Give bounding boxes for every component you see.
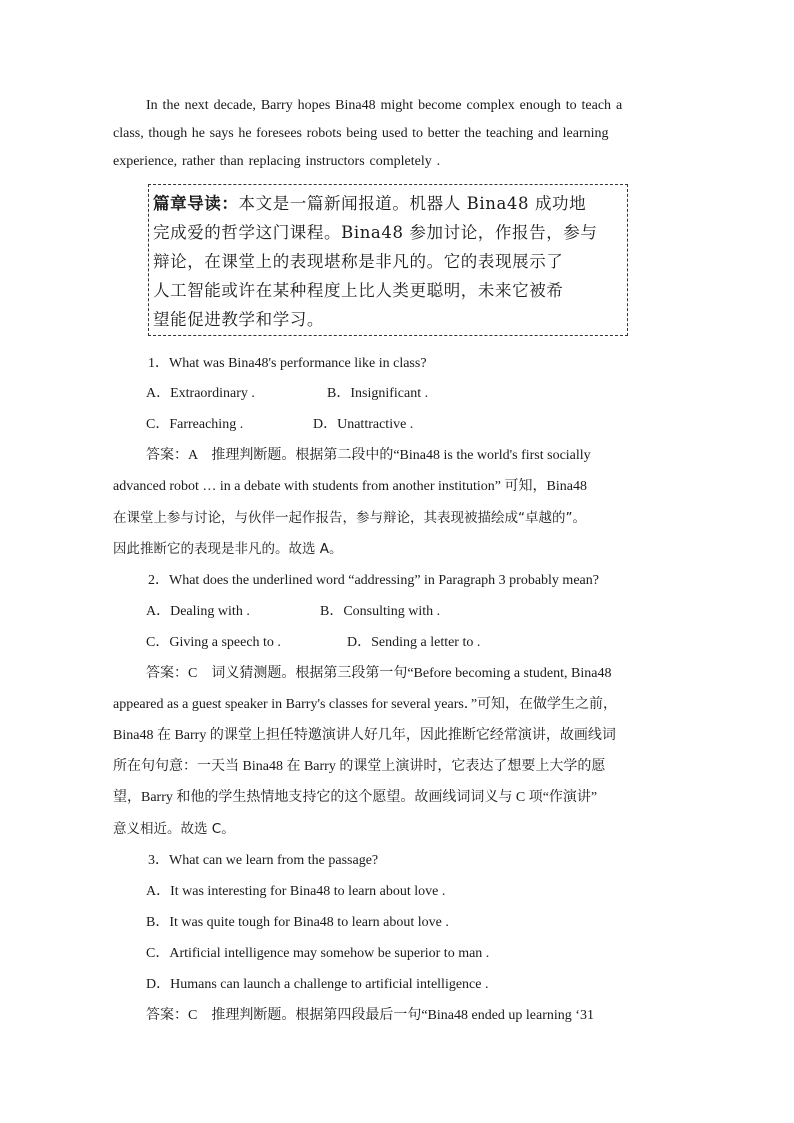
q2-option-d: D．Sending a letter to . bbox=[347, 635, 481, 650]
q2-answer-line-6: 意义相近。故选 C。 bbox=[113, 821, 235, 837]
intro-line-3: experience, rather than replacing instructors completely . bbox=[113, 154, 441, 169]
q1-option-b: B．Insignificant . bbox=[327, 386, 429, 401]
guide-label: 篇章导读： bbox=[153, 194, 239, 213]
q2-answer-line-3: Bina48 在 Barry 的课堂上担任特邀演讲人好几年，因此推断它经常演讲，故画线词 bbox=[113, 728, 616, 743]
question-3: 3．What can we learn from the passage? bbox=[148, 853, 379, 868]
q3-option-c: C．Artificial intelligence may somehow be superior to man . bbox=[146, 946, 490, 961]
guide-line-3: 辩论，在课堂上的表现堪称是非凡的。它的表现展示了 bbox=[153, 252, 564, 271]
q2-option-c: C．Giving a speech to . bbox=[146, 635, 281, 650]
guide-line-2: 完成爱的哲学这门课程。Bina48 参加讨论，作报告，参与 bbox=[153, 223, 598, 242]
q1-answer-line-2: advanced robot … in a debate with students from another institution” 可知，Bina48 bbox=[113, 479, 587, 494]
q3-option-d: D．Humans can launch a challenge to artificial intelligence . bbox=[146, 977, 489, 992]
question-2: 2．What does the underlined word “addressing” in Paragraph 3 probably mean? bbox=[148, 573, 599, 588]
q2-answer-line-1: 答案：C 词义猜测题。根据第三段第一句“Before becoming a student, Bina48 bbox=[146, 666, 612, 681]
q2-answer-line-4: 所在句句意：一天当 Bina48 在 Barry 的课堂上演讲时，它表达了想要上大学的愿 bbox=[113, 759, 606, 774]
q1-option-d: D．Unattractive . bbox=[313, 417, 414, 432]
question-1: 1．What was Bina48's performance like in class? bbox=[148, 356, 427, 371]
q1-answer-line-4: 因此推断它的表现是非凡的。故选 A。 bbox=[113, 541, 343, 557]
q1-option-c: C．Farreaching . bbox=[146, 417, 244, 432]
q2-option-b: B．Consulting with . bbox=[320, 604, 441, 619]
guide-line-4: 人工智能或许在某种程度上比人类更聪明，未来它被希 bbox=[153, 281, 564, 300]
q2-answer-line-5: 望，Barry 和他的学生热情地支持它的这个愿望。故画线词词义与 C 项“作演讲” bbox=[113, 790, 598, 805]
q2-answer-line-2: appeared as a guest speaker in Barry's classes for several years．”可知，在做学生之前， bbox=[113, 697, 618, 712]
intro-line-1: In the next decade, Barry hopes Bina48 might become complex enough to teach a bbox=[146, 98, 623, 113]
q3-option-a: A．It was interesting for Bina48 to learn about love . bbox=[146, 884, 446, 899]
q3-option-b: B．It was quite tough for Bina48 to learn about love . bbox=[146, 915, 449, 930]
q3-answer-line-1: 答案：C 推理判断题。根据第四段最后一句“Bina48 ended up learning ‘31 bbox=[146, 1008, 594, 1023]
intro-line-2: class, though he says he foresees robots being used to better the teaching and learning bbox=[113, 126, 609, 141]
q1-option-a: A．Extraordinary . bbox=[146, 386, 255, 401]
chapter-guide-box bbox=[148, 184, 628, 336]
q2-option-a: A．Dealing with . bbox=[146, 604, 250, 619]
q1-answer-line-3: 在课堂上参与讨论，与伙伴一起作报告，参与辩论，其表现被描绘成“卓越的”。 bbox=[113, 510, 586, 526]
q1-answer-line-1: 答案：A 推理判断题。根据第二段中的“Bina48 is the world's first socially bbox=[146, 448, 591, 463]
guide-line-5: 望能促进教学和学习。 bbox=[153, 310, 324, 329]
guide-line-1: 篇章导读：本文是一篇新闻报道。机器人 Bina48 成功地 bbox=[153, 194, 587, 213]
